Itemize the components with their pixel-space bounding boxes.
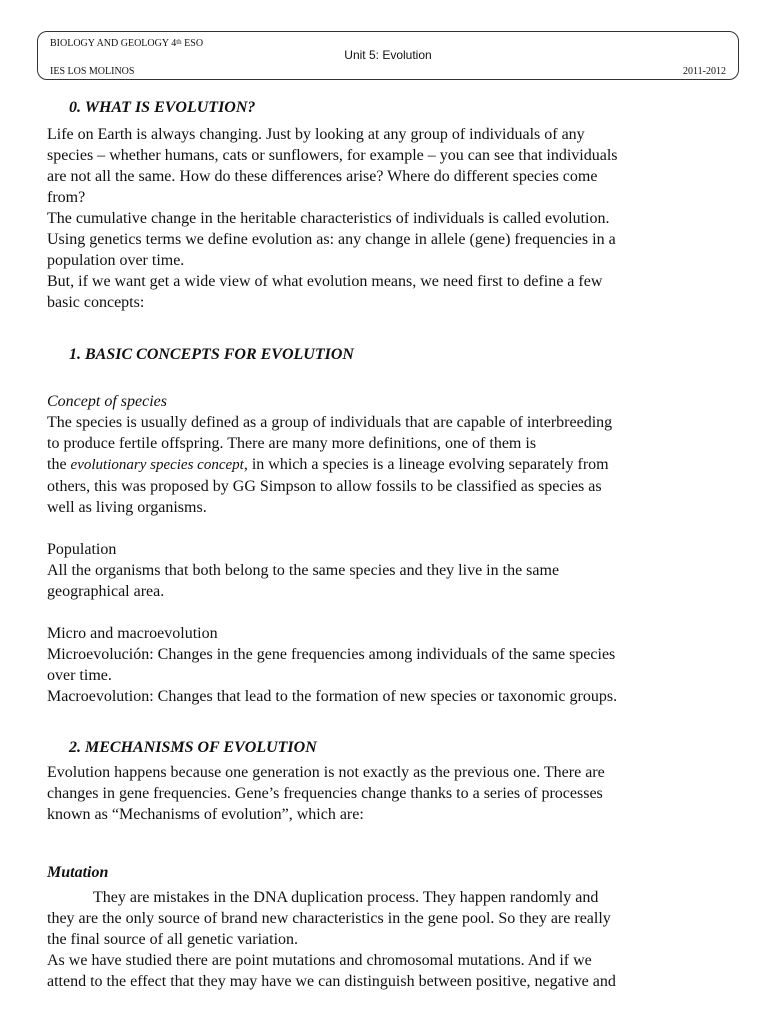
- paragraph-line: population over time.: [47, 252, 185, 269]
- evolutionary-species-concept-term: evolutionary species concept: [70, 457, 244, 473]
- section-0-body: [47, 124, 727, 313]
- header-subject: BIOLOGY AND GEOLOGY 4th ESO: [50, 38, 204, 49]
- paragraph-line: the final source of all genetic variation.: [47, 931, 299, 948]
- section-1-title: 1. BASIC CONCEPTS FOR EVOLUTION: [69, 346, 354, 363]
- paragraph-line: Macroevolution: Changes that lead to the formation of new species or taxonomic groups.: [47, 688, 618, 705]
- paragraph-line: Microevolución: Changes in the gene frequencies among individuals of the same species: [47, 646, 616, 663]
- header-school: IES LOS MOLINOS: [50, 66, 135, 77]
- header-unit-title: Unit 5: Evolution: [344, 48, 432, 62]
- paragraph-line: to produce fertile offspring. There are many more definitions, one of them is: [47, 435, 537, 452]
- paragraph-line: are not all the same. How do these differences arise? Where do different species come: [47, 168, 598, 185]
- paragraph-line: Life on Earth is always changing. Just by looking at any group of individuals of any: [47, 126, 585, 143]
- paragraph-line: geographical area.: [47, 583, 165, 600]
- paragraph-line: over time.: [47, 667, 112, 684]
- paragraph-line: All the organisms that both belong to the same species and they live in the same: [47, 562, 560, 579]
- paragraph-line: known as “Mechanisms of evolution”, which are:: [47, 806, 364, 823]
- paragraph-line: As we have studied there are point mutations and chromosomal mutations. And if we: [47, 952, 592, 969]
- paragraph-line: changes in gene frequencies. Gene’s frequencies change thanks to a series of processes: [47, 785, 603, 802]
- document-header: [37, 31, 739, 80]
- paragraph-line: Using genetics terms we define evolution as: any change in allele (gene) frequencies in a: [47, 231, 616, 248]
- paragraph-line: from?: [47, 189, 86, 206]
- species-heading: Concept of species: [47, 393, 167, 410]
- section-0-title: 0. WHAT IS EVOLUTION?: [69, 99, 256, 116]
- paragraph-line: others, this was proposed by GG Simpson to allow fossils to be classified as species as: [47, 478, 602, 495]
- document-body: [47, 97, 727, 992]
- paragraph-line: the evolutionary species concept, in which a species is a lineage evolving separately from: [47, 456, 609, 473]
- population-heading: Population: [47, 541, 117, 558]
- section-2-title: 2. MECHANISMS OF EVOLUTION: [69, 739, 317, 756]
- header-year: 2011-2012: [683, 66, 726, 77]
- paragraph-line: The cumulative change in the heritable characteristics of individuals is called evolution.: [47, 210, 610, 227]
- paragraph-line: The species is usually defined as a group of individuals that are capable of interbreeding: [47, 414, 613, 431]
- paragraph-line: But, if we want get a wide view of what evolution means, we need first to define a few: [47, 273, 603, 290]
- micro-macro-heading: Micro and macroevolution: [47, 625, 218, 642]
- paragraph-line: Evolution happens because one generation is not exactly as the previous one. There are: [47, 764, 605, 781]
- mutation-heading: Mutation: [47, 864, 109, 881]
- paragraph-line: they are the only source of brand new characteristics in the gene pool. So they are really: [47, 910, 611, 927]
- paragraph-line: attend to the effect that they may have we can distinguish between positive, negative and: [47, 973, 616, 990]
- paragraph-line: species – whether humans, cats or sunflowers, for example – you can see that individuals: [47, 147, 618, 164]
- paragraph-line: basic concepts:: [47, 294, 145, 311]
- paragraph-line: They are mistakes in the DNA duplication process. They happen randomly and: [93, 889, 599, 906]
- paragraph-line: well as living organisms.: [47, 499, 207, 516]
